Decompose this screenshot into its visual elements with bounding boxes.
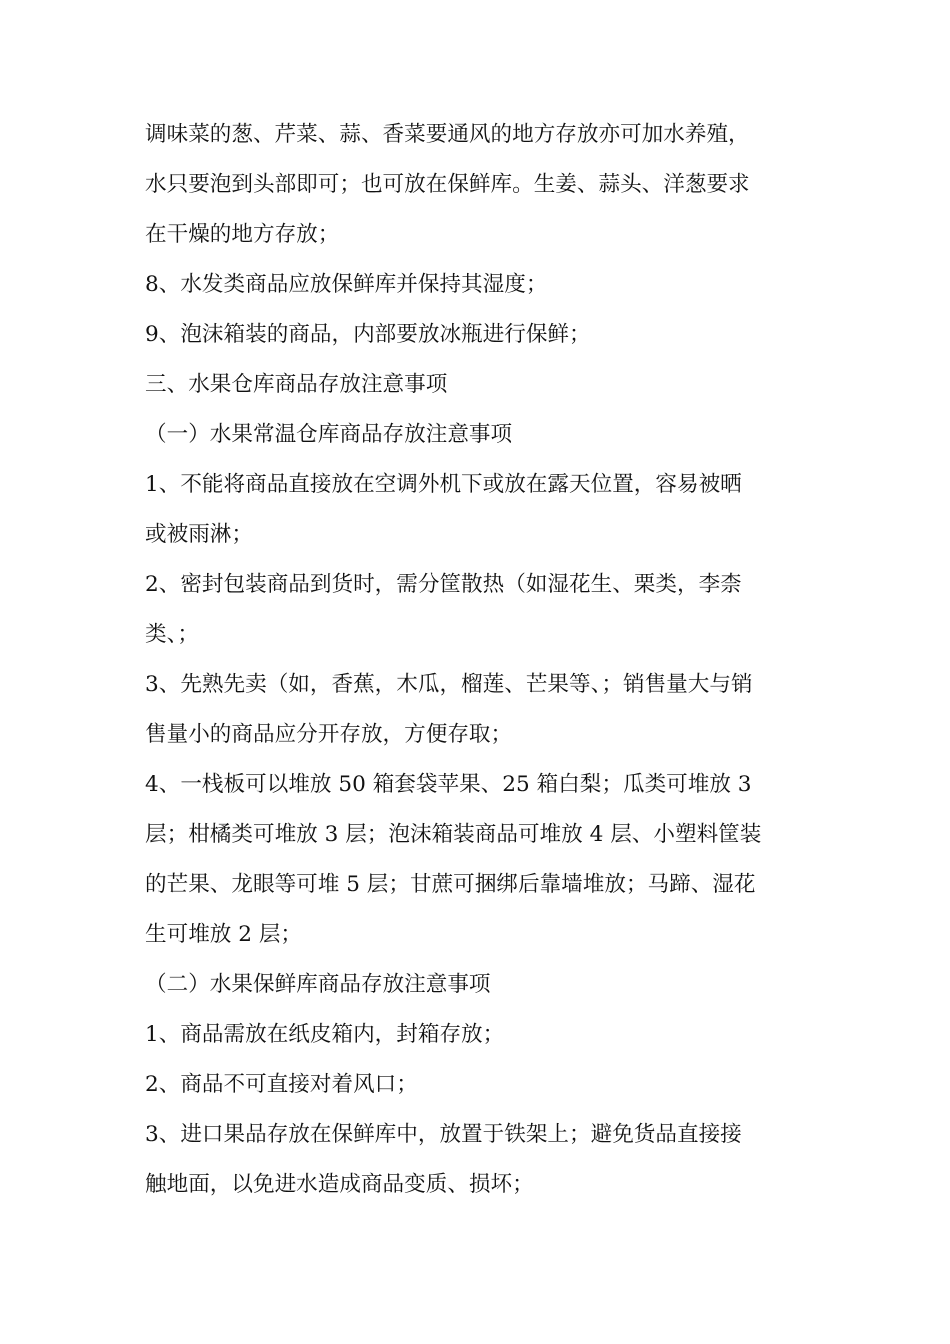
text-line: 9、泡沫箱装的商品，内部要放冰瓶进行保鲜； — [145, 322, 591, 347]
text-line: 3、先熟先卖（如，香蕉，木瓜，榴莲、芒果等、；销售量大与销 — [145, 672, 753, 697]
subsection-heading-cold-storage — [145, 960, 813, 1010]
text-line: 2、密封包装商品到货时，需分筐散热（如湿花生、栗类，李柰 — [145, 572, 742, 597]
text-line: 水只要泡到头部即可；也可放在保鲜库。生姜、蒜头、洋葱要求 — [145, 172, 750, 197]
text-line: 3、进口果品存放在保鲜库中，放置于铁架上；避免货品直接接 — [145, 1122, 742, 1147]
text-line: 2、商品不可直接对着风口； — [145, 1072, 418, 1097]
text-line: 8、水发类商品应放保鲜库并保持其湿度； — [145, 272, 548, 297]
paragraph-ambient-item-1 — [145, 460, 813, 560]
text-line: 触地面，以免进水造成商品变质、损坏； — [145, 1172, 534, 1197]
heading-line: （一）水果常温仓库商品存放注意事项 — [145, 422, 513, 447]
text-line: 1、商品需放在纸皮箱内，封箱存放； — [145, 1022, 505, 1047]
heading-line: （二）水果保鲜库商品存放注意事项 — [145, 972, 491, 997]
text-line: 1、不能将商品直接放在空调外机下或放在露天位置，容易被晒 — [145, 472, 742, 497]
paragraph-ambient-item-4 — [145, 760, 813, 960]
heading-line: 三、水果仓库商品存放注意事项 — [145, 372, 448, 397]
text-line: 类、； — [145, 622, 199, 647]
text-line: 售量小的商品应分开存放，方便存取； — [145, 722, 513, 747]
paragraph-ambient-item-3 — [145, 660, 813, 760]
text-line: 4、一栈板可以堆放 50 箱套袋苹果、25 箱白梨；瓜类可堆放 3 — [145, 772, 752, 797]
paragraph-seasoning-vegetables — [145, 110, 813, 260]
paragraph-cold-item-3 — [145, 1110, 813, 1210]
section-heading-fruit-warehouse — [145, 360, 813, 410]
text-line: 的芒果、龙眼等可堆 5 层；甘蔗可捆绑后靠墙堆放；马蹄、湿花 — [145, 872, 756, 897]
text-line: 生可堆放 2 层； — [145, 922, 303, 947]
paragraph-ambient-item-2 — [145, 560, 813, 660]
paragraph-item-8 — [145, 260, 813, 310]
paragraph-cold-item-2 — [145, 1060, 813, 1110]
text-line: 在干燥的地方存放； — [145, 222, 340, 247]
text-line: 调味菜的葱、芹菜、蒜、香菜要通风的地方存放亦可加水养殖， — [145, 122, 750, 147]
document-body — [145, 110, 813, 1210]
text-line: 或被雨淋； — [145, 522, 253, 547]
paragraph-cold-item-1 — [145, 1010, 813, 1060]
paragraph-item-9 — [145, 310, 813, 360]
subsection-heading-ambient-storage — [145, 410, 813, 460]
text-line: 层；柑橘类可堆放 3 层；泡沫箱装商品可堆放 4 层、小塑料筐装 — [145, 822, 762, 847]
